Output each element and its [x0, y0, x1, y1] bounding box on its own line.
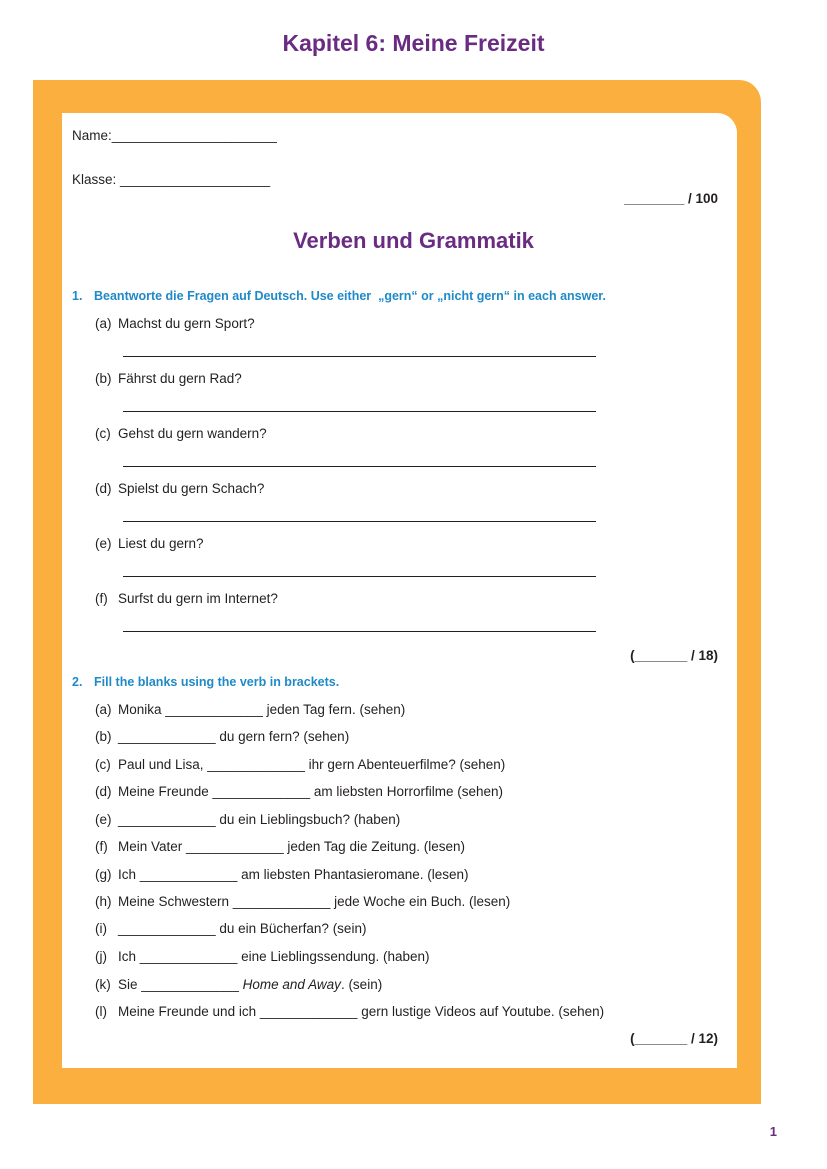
- fill-item[interactable]: [95, 1004, 604, 1019]
- item-text: Mein Vater _____________ jeden Tag die Zeitung. (lesen): [118, 839, 465, 854]
- question-label: (a): [95, 316, 112, 331]
- question: [95, 371, 242, 386]
- item-text: _____________ du ein Bücherfan? (sein): [118, 921, 367, 936]
- task-number: 1.: [72, 289, 83, 303]
- question-text: Liest du gern?: [118, 536, 204, 551]
- item-label: (l): [95, 1004, 107, 1019]
- item-text: Meine Freunde und ich _____________ gern lustige Videos auf Youtube. (sehen): [118, 1004, 605, 1019]
- item-text-italic: Home and Away: [242, 977, 341, 992]
- question-text: Gehst du gern wandern?: [118, 426, 267, 441]
- question-label: (b): [95, 371, 112, 386]
- class-field[interactable]: Klasse: ____________________: [72, 172, 271, 187]
- question-label: (f): [95, 591, 108, 606]
- item-text: _____________ du gern fern? (sehen): [118, 729, 350, 744]
- question: [95, 426, 267, 441]
- fill-item[interactable]: [95, 757, 505, 772]
- task1-score[interactable]: (_______ / 18): [630, 648, 718, 663]
- name-field[interactable]: Name:______________________: [72, 128, 277, 143]
- fill-item[interactable]: [95, 949, 430, 964]
- task-text: Fill the blanks using the verb in brackets.: [94, 675, 340, 689]
- chapter-title: Kapitel 6: Meine Freizeit: [282, 30, 545, 56]
- fill-item[interactable]: [95, 921, 366, 936]
- question-label: (c): [95, 426, 111, 441]
- task2-score[interactable]: (_______ / 12): [630, 1031, 718, 1046]
- item-text: Ich _____________ eine Lieblingssendung. (haben): [118, 949, 430, 964]
- item-label: (h): [95, 894, 112, 909]
- item-label: (g): [95, 867, 112, 882]
- total-score[interactable]: ________ / 100: [624, 191, 718, 206]
- answer-line[interactable]: [123, 576, 596, 577]
- fill-item[interactable]: [95, 784, 503, 799]
- fill-item[interactable]: [95, 812, 400, 827]
- page-number: 1: [769, 1124, 777, 1139]
- answer-line[interactable]: [123, 411, 596, 412]
- item-label: (e): [95, 812, 112, 827]
- item-label: (d): [95, 784, 112, 799]
- section-title: Verben und Grammatik: [293, 228, 534, 253]
- fill-item[interactable]: [95, 839, 465, 854]
- question: [95, 481, 264, 496]
- answer-line[interactable]: [123, 631, 596, 632]
- question-label: (e): [95, 536, 112, 551]
- answer-line[interactable]: [123, 521, 596, 522]
- question: [95, 536, 204, 551]
- item-text: Meine Schwestern _____________ jede Woche ein Buch. (lesen): [118, 894, 511, 909]
- item-text: Ich _____________ am liebsten Phantasieromane. (lesen): [118, 867, 469, 882]
- item-text-after: . (sein): [340, 977, 383, 992]
- item-label: (a): [95, 702, 112, 717]
- item-label: (k): [95, 977, 111, 992]
- item-label: (b): [95, 729, 112, 744]
- fill-item[interactable]: [95, 867, 469, 882]
- task-number: 2.: [72, 675, 83, 689]
- task-text: Beantworte die Fragen auf Deutsch. Use either „gern“ or „nicht gern“ in each answer.: [94, 289, 606, 303]
- item-text: _____________ du ein Lieblingsbuch? (haben): [118, 812, 401, 827]
- question-text: Surfst du gern im Internet?: [118, 591, 278, 606]
- question: [95, 591, 278, 606]
- fill-item[interactable]: [95, 977, 382, 992]
- fill-item[interactable]: [95, 702, 405, 717]
- item-label: (j): [95, 949, 107, 964]
- question-label: (d): [95, 481, 112, 496]
- question-text: Spielst du gern Schach?: [118, 481, 265, 496]
- item-label: (i): [95, 921, 107, 936]
- answer-line[interactable]: [123, 356, 596, 357]
- item-label: (c): [95, 757, 111, 772]
- item-text: Paul und Lisa, _____________ ihr gern Abenteuerfilme? (sehen): [118, 757, 506, 772]
- question-text: Machst du gern Sport?: [118, 316, 255, 331]
- item-text: Meine Freunde _____________ am liebsten Horrorfilme (sehen): [118, 784, 503, 799]
- item-text-before: Sie _____________: [118, 977, 243, 992]
- fill-item[interactable]: [95, 894, 510, 909]
- task2-instruction: [72, 675, 339, 689]
- item-label: (f): [95, 839, 108, 854]
- answer-line[interactable]: [123, 466, 596, 467]
- fill-item[interactable]: [95, 729, 349, 744]
- task1-instruction: [72, 289, 606, 303]
- item-text: Monika _____________ jeden Tag fern. (sehen): [118, 702, 406, 717]
- question-text: Fährst du gern Rad?: [118, 371, 242, 386]
- question: [95, 316, 255, 331]
